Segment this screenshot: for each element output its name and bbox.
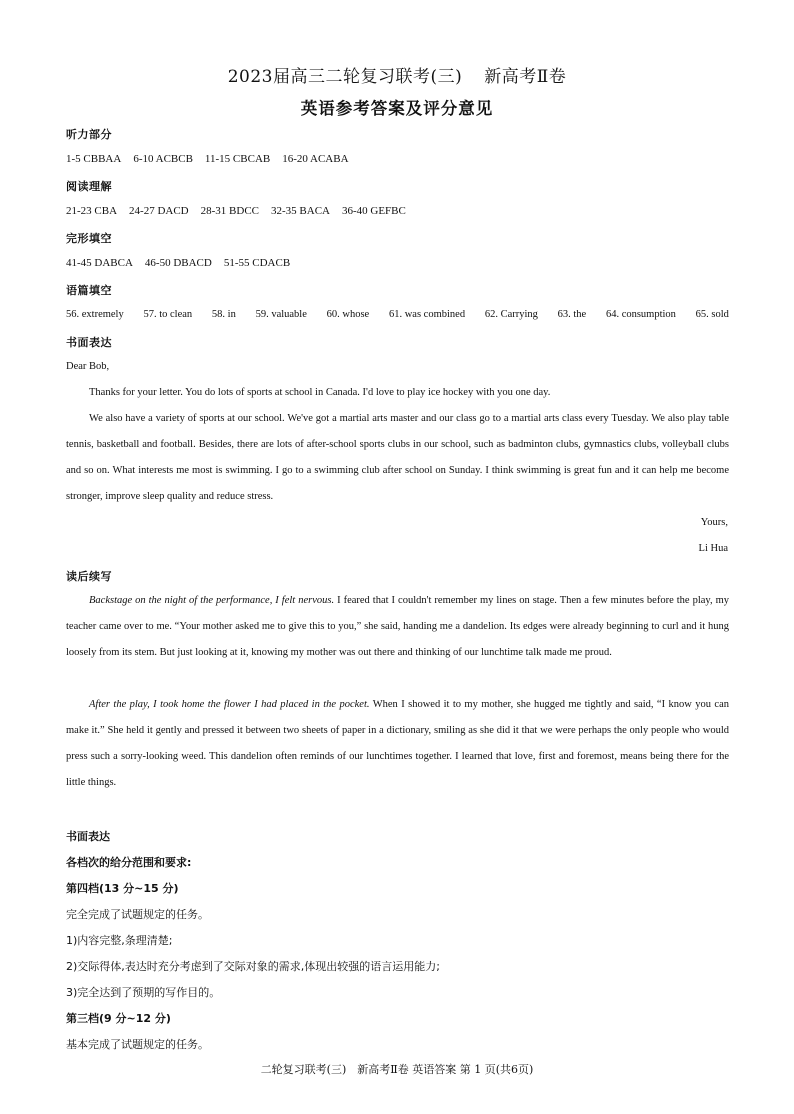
letter-salutation: Dear Bob, (66, 361, 110, 372)
listening-answers (66, 153, 349, 165)
grammar-answer: 59. valuable (255, 309, 307, 320)
answer-group: 36-40 GEFBC (341, 205, 406, 217)
grammar-answer: 57. to clean (143, 309, 193, 320)
tier4-criterion: 3)完全达到了预期的写作目的。 (66, 986, 221, 999)
grammar-answer: 63. the (557, 309, 587, 320)
cloze-answers (66, 257, 290, 269)
scoring-heading: 书面表达 (66, 830, 110, 843)
document-title (0, 62, 794, 87)
answer-group: 28-31 BDCC (200, 205, 259, 217)
writing-heading: 书面表达 (66, 336, 112, 349)
paragraph-body: I feared that I couldn't remember my lines on stage. Then a few minutes before the play, my teacher came over to me. “Your mother asked me to give this to you,” she said, handing me a dandelion. Its edges were already beginning to curl and it hung loosely from its stem. But just looking at it, knowing my mother was out there and thinking of our lunchtime talk made me proud. (66, 595, 729, 658)
letter-paragraph: Thanks for your letter. You do lots of sports at school in Canada. I'd love to play ice hockey with you one day. (89, 387, 551, 398)
letter-signature: Li Hua (698, 543, 728, 554)
answer-group: 21-23 CBA (66, 205, 118, 217)
answer-group: 1-5 CBBAA (66, 153, 122, 165)
listening-heading: 听力部分 (66, 128, 112, 141)
grammar-answer: 60. whose (326, 309, 370, 320)
answer-group: 41-45 DABCA (66, 257, 133, 269)
tier4-criterion: 2)交际得体,表达时充分考虑到了交际对象的需求,体现出较强的语言运用能力; (66, 960, 440, 973)
tier4-criterion: 1)内容完整,条理清楚; (66, 934, 173, 947)
grammar-answer: 64. consumption (605, 309, 676, 320)
paragraph-lead-sentence: Backstage on the night of the performance, I felt nervous. (89, 595, 335, 606)
tier4-title: 第四档(13 分~15 分) (66, 882, 179, 895)
grammar-answer: 58. in (211, 309, 236, 320)
paragraph-lead-sentence: After the play, I took home the flower I had placed in the pocket. (89, 699, 370, 710)
reading-heading: 阅读理解 (66, 180, 112, 193)
document-subtitle: 英语参考答案及评分意见 (300, 99, 494, 118)
title-paper-type: 新高考Ⅱ卷 (484, 67, 567, 87)
grammar-answer: 65. sold (695, 309, 729, 320)
page-footer: 二轮复习联考(三) 新高考Ⅱ卷 英语答案 第 1 页(共6页) (260, 1063, 534, 1076)
grammar-fill-heading: 语篇填空 (66, 284, 112, 297)
answer-group: 46-50 DBACD (144, 257, 212, 269)
continuation-paragraph (66, 692, 729, 796)
tier4-description: 完全完成了试题规定的任务。 (66, 908, 209, 921)
title-exam-name: 2023届高三二轮复习联考(三) (227, 67, 463, 87)
answer-group: 16-20 ACABA (282, 153, 349, 165)
grammar-answer: 62. Carrying (484, 309, 538, 320)
answer-group: 51-55 CDACB (223, 257, 291, 269)
letter-paragraph: We also have a variety of sports at our school. We've got a martial arts master and our class go to a martial arts class every Tuesday. We also play table tennis, basketball and football. Besides, there are lots of after-school sports clubs in our school, such as badminton clubs, gymnastics clubs, volleyball clubs and so on. What interests me most is swimming. I go to a swimming club after school on Sunday. I think swimming is great fun and it can help me become stronger, improve sleep quality and reduce stress. (66, 413, 729, 502)
tier3-title: 第三档(9 分~12 分) (66, 1012, 171, 1025)
scoring-intro: 各档次的给分范围和要求: (66, 856, 192, 869)
grammar-fill-answers (66, 309, 729, 320)
continuation-paragraph (66, 588, 729, 666)
continuation-heading: 读后续写 (66, 570, 112, 583)
answer-group: 6-10 ACBCB (133, 153, 193, 165)
grammar-answer: 61. was combined (388, 309, 466, 320)
letter-closing: Yours, (700, 517, 728, 528)
answer-group: 24-27 DACD (129, 205, 189, 217)
answer-group: 32-35 BACA (271, 205, 330, 217)
cloze-heading: 完形填空 (66, 232, 112, 245)
grammar-answer: 56. extremely (66, 309, 124, 320)
answer-group: 11-15 CBCAB (204, 153, 271, 165)
tier3-description: 基本完成了试题规定的任务。 (66, 1038, 209, 1051)
paragraph-body: When I showed it to my mother, she hugged me tightly and said, “I know you can make it.” She held it gently and pressed it between two sheets of paper in a dictionary, smiling as she did it that we were perhaps the only people who would press such a sorry-looking weed. This dandelion often reminds of our lunchtimes together. I learned that love, first and foremost, means being there for the little things. (66, 699, 729, 788)
reading-answers (66, 205, 406, 217)
